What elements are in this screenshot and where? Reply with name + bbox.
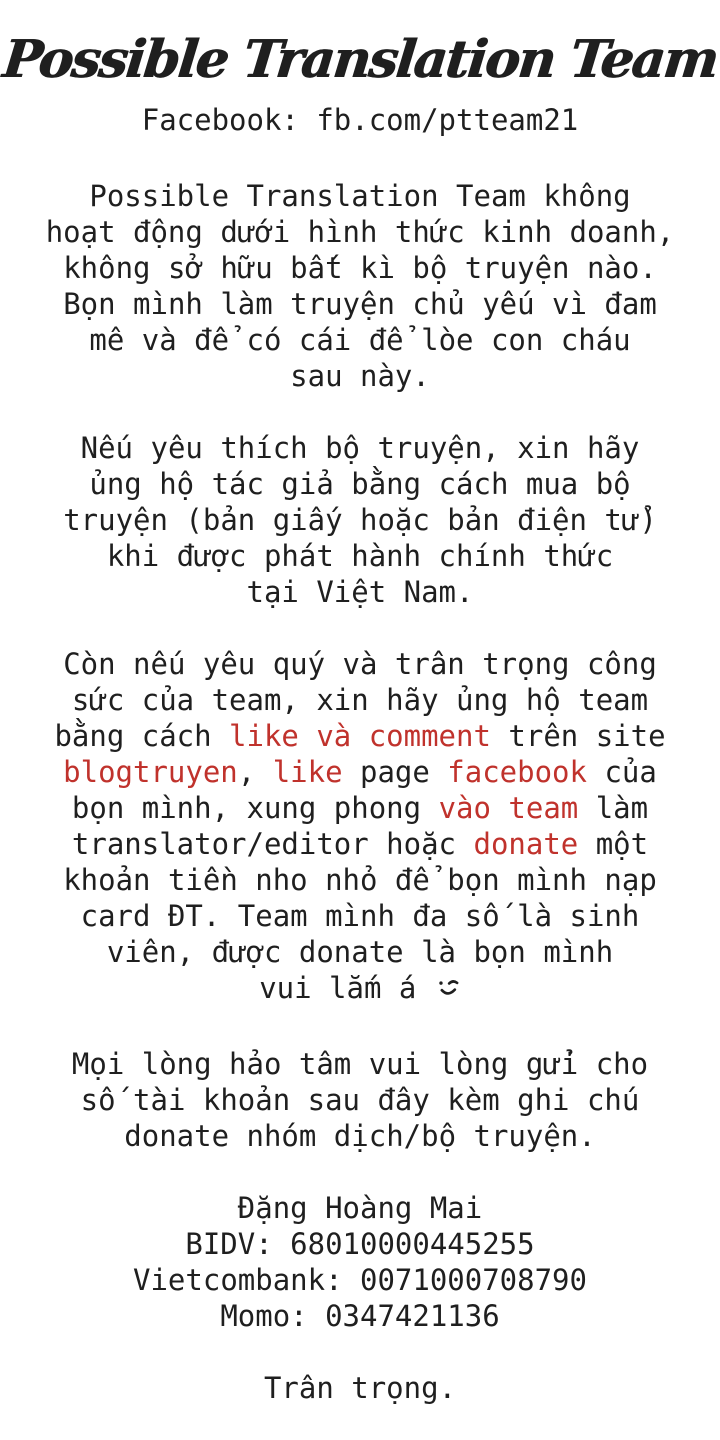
highlighted-text: like và comment (229, 719, 491, 753)
text-segment: page (342, 755, 448, 789)
text-line (0, 1046, 720, 1082)
text-line (0, 502, 720, 538)
text-segment: Bọn mình làm truyện chủ yếu vì đam (63, 287, 657, 321)
text-line (0, 862, 720, 898)
paragraphs (0, 178, 720, 1406)
text-line (0, 322, 720, 358)
text-line (0, 1298, 720, 1334)
text-segment: Nếu yêu thích bộ truyện, xin hãy (80, 431, 640, 465)
text-line (0, 178, 720, 214)
text-segment: tại Việt Nam. (246, 575, 474, 609)
text-segment: mê và để có cái để lòe con cháu (89, 323, 631, 357)
text-line (0, 538, 720, 574)
text-line (0, 934, 720, 970)
text-line (0, 1370, 720, 1406)
text-segment: Vietcombank: 0071000708790 (133, 1263, 587, 1297)
text-segment: donate nhóm dịch/bộ truyện. (124, 1119, 596, 1153)
text-line (0, 826, 720, 862)
text-line (0, 358, 720, 394)
text-segment: số tài khoản sau đây kèm ghi chú (80, 1083, 640, 1117)
text-line (0, 430, 720, 466)
text-segment: Đặng Hoàng Mai (237, 1191, 483, 1225)
text-line (0, 1226, 720, 1262)
text-segment: sức của team, xin hãy ủng hộ team (71, 683, 649, 717)
text-segment: Trân trọng. (263, 1371, 457, 1405)
wink-smiley-icon (434, 974, 461, 1010)
header (0, 18, 720, 102)
text-line (0, 898, 720, 934)
text-segment: không sở hữu bất kì bộ truyện nào. (63, 251, 657, 285)
highlighted-text: blogtruyen (63, 755, 238, 789)
text-segment: khoản tiền nho nhỏ để bọn mình nạp (63, 863, 657, 897)
highlighted-text: donate (473, 827, 579, 861)
text-segment: một (578, 827, 649, 861)
text-line (0, 286, 720, 322)
paragraph-disclaimer (0, 178, 720, 394)
paragraph-support-team (0, 646, 720, 1010)
text-segment: trên site (490, 719, 666, 753)
text-line (0, 466, 720, 502)
text-segment: Mọi lòng hảo tâm vui lòng gửi cho (71, 1047, 649, 1081)
text-segment: sau này. (290, 359, 430, 393)
highlighted-text: vào team (438, 791, 579, 825)
text-segment: Possible Translation Team không (89, 179, 631, 213)
team-title: Possible Translation Team (0, 29, 720, 90)
text-line (0, 1118, 720, 1154)
highlighted-text: like (272, 755, 343, 789)
text-segment: vui lắm á (259, 971, 434, 1005)
text-segment: ủng hộ tác giả bằng cách mua bộ (89, 467, 631, 501)
paragraph-donation-note (0, 1046, 720, 1154)
text-segment: Momo: 0347421136 (220, 1299, 500, 1333)
text-line (0, 1190, 720, 1226)
text-line (0, 718, 720, 754)
text-segment: Còn nếu yêu quý và trân trọng công (63, 647, 657, 681)
text-segment: của (586, 755, 657, 789)
text-segment: làm (578, 791, 649, 825)
text-line (0, 1262, 720, 1298)
paragraph-closing (0, 1370, 720, 1406)
text-line (0, 970, 720, 1010)
text-line (0, 646, 720, 682)
text-line (0, 754, 720, 790)
text-segment: khi được phát hành chính thức (106, 539, 614, 573)
text-segment: card ĐT. Team mình đa số là sinh (80, 899, 640, 933)
text-segment: bọn mình, xung phong (71, 791, 439, 825)
text-segment: hoạt động dưới hình thức kinh doanh, (45, 215, 675, 249)
paragraph-support-author (0, 430, 720, 610)
text-line (0, 790, 720, 826)
text-line (0, 574, 720, 610)
text-line (0, 1082, 720, 1118)
text-line (0, 250, 720, 286)
text-segment: , (237, 755, 273, 789)
text-segment: viên, được donate là bọn mình (106, 935, 614, 969)
text-segment: BIDV: 68010000445255 (185, 1227, 535, 1261)
text-segment: truyện (bản giấy hoặc bản điện tử) (63, 503, 657, 537)
text-line (0, 214, 720, 250)
paragraph-accounts (0, 1190, 720, 1334)
text-segment: bằng cách (54, 719, 230, 753)
text-segment: translator/editor hoặc (71, 827, 474, 861)
facebook-line: Facebook: fb.com/ptteam21 (141, 103, 579, 137)
highlighted-text: facebook (447, 755, 587, 789)
text-line (0, 682, 720, 718)
